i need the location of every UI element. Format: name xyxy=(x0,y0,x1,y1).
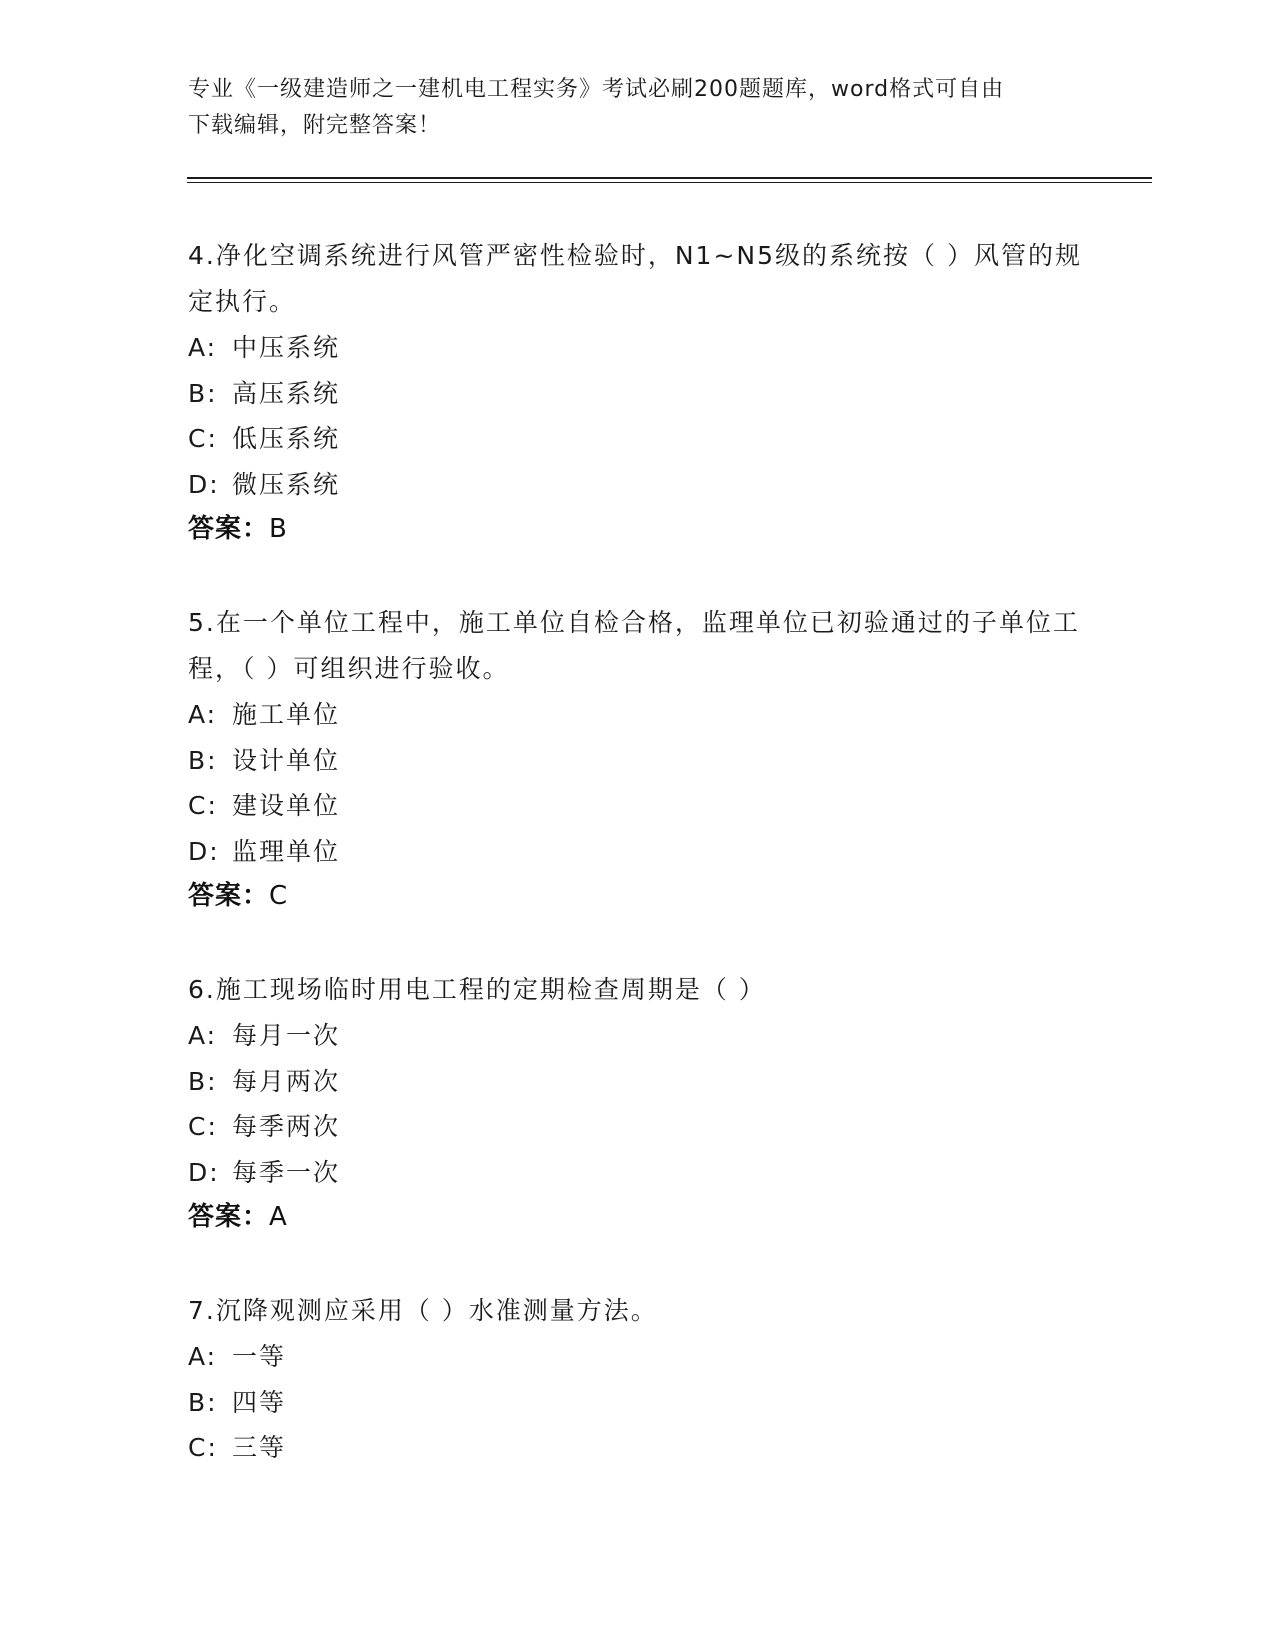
option-b xyxy=(188,738,1088,784)
question-stem: 6.施工现场临时用电工程的定期检查周期是（ ） xyxy=(188,975,766,1004)
question-4 xyxy=(188,233,1088,552)
option-text: 四等 xyxy=(232,1387,287,1417)
question-stem: 7.沉降观测应采用（ ）水准测量方法。 xyxy=(188,1296,658,1325)
option-key: A: xyxy=(188,700,218,729)
option-b xyxy=(188,1059,1088,1105)
option-text: 建设单位 xyxy=(232,791,341,820)
option-key: C: xyxy=(188,1112,218,1141)
answer-line xyxy=(188,874,1088,919)
option-key: B: xyxy=(188,1066,218,1096)
option-key: D: xyxy=(188,836,220,866)
option-text: 每季两次 xyxy=(232,1112,341,1141)
option-text: 中压系统 xyxy=(232,333,341,362)
option-text: 低压系统 xyxy=(232,424,341,453)
question-6 xyxy=(188,967,1088,1240)
document-header xyxy=(188,72,1068,144)
question-list xyxy=(188,233,1088,1519)
option-key: D: xyxy=(188,469,220,499)
option-c xyxy=(188,416,1088,462)
option-key: B: xyxy=(188,378,218,408)
option-c xyxy=(188,1425,1088,1471)
option-key: A: xyxy=(188,1021,218,1050)
answer-label: 答案： xyxy=(188,514,270,544)
option-c xyxy=(188,783,1088,829)
option-text: 每月两次 xyxy=(232,1066,341,1096)
option-text: 监理单位 xyxy=(232,836,341,866)
header-divider-thick xyxy=(187,177,1152,179)
option-b xyxy=(188,1380,1088,1426)
option-key: C: xyxy=(188,1433,218,1462)
option-a xyxy=(188,692,1088,738)
option-d xyxy=(188,829,1088,875)
question-stem: 4.净化空调系统进行风管严密性检验时，N1~N5级的系统按（ ）风管的规定执行。 xyxy=(188,241,1082,316)
option-b xyxy=(188,371,1088,417)
option-d xyxy=(188,1150,1088,1196)
header-divider-thin xyxy=(187,182,1152,183)
option-text: 微压系统 xyxy=(232,469,341,499)
answer-value: A xyxy=(269,1202,288,1232)
option-d xyxy=(188,462,1088,508)
header-line-1: 专业《一级建造师之一建机电工程实务》考试必刷200题题库，word格式可自由 xyxy=(188,77,1005,102)
header-line-2: 下载编辑，附完整答案！ xyxy=(188,113,442,138)
option-a xyxy=(188,325,1088,371)
answer-label: 答案： xyxy=(188,881,270,911)
option-text: 三等 xyxy=(232,1433,287,1462)
option-a xyxy=(188,1013,1088,1059)
option-text: 高压系统 xyxy=(232,378,341,408)
option-key: C: xyxy=(188,791,218,820)
option-text: 每月一次 xyxy=(232,1021,341,1050)
option-key: B: xyxy=(188,745,218,775)
option-key: A: xyxy=(188,333,218,362)
answer-line xyxy=(188,1195,1088,1240)
option-key: C: xyxy=(188,424,218,453)
answer-label: 答案： xyxy=(188,1202,270,1232)
option-key: D: xyxy=(188,1157,220,1187)
answer-value: C xyxy=(269,881,289,911)
question-7 xyxy=(188,1288,1088,1471)
question-stem: 5.在一个单位工程中，施工单位自检合格，监理单位已初验通过的子单位工程，（ ）可组织进行验收。 xyxy=(188,608,1080,683)
answer-line xyxy=(188,507,1088,552)
option-c xyxy=(188,1104,1088,1150)
option-key: B: xyxy=(188,1387,218,1417)
option-text: 设计单位 xyxy=(232,745,341,775)
option-text: 一等 xyxy=(232,1342,287,1371)
option-text: 施工单位 xyxy=(232,700,341,729)
answer-value: B xyxy=(269,514,288,544)
question-5 xyxy=(188,600,1088,919)
option-text: 每季一次 xyxy=(232,1157,341,1187)
option-key: A: xyxy=(188,1342,218,1371)
option-a xyxy=(188,1334,1088,1380)
